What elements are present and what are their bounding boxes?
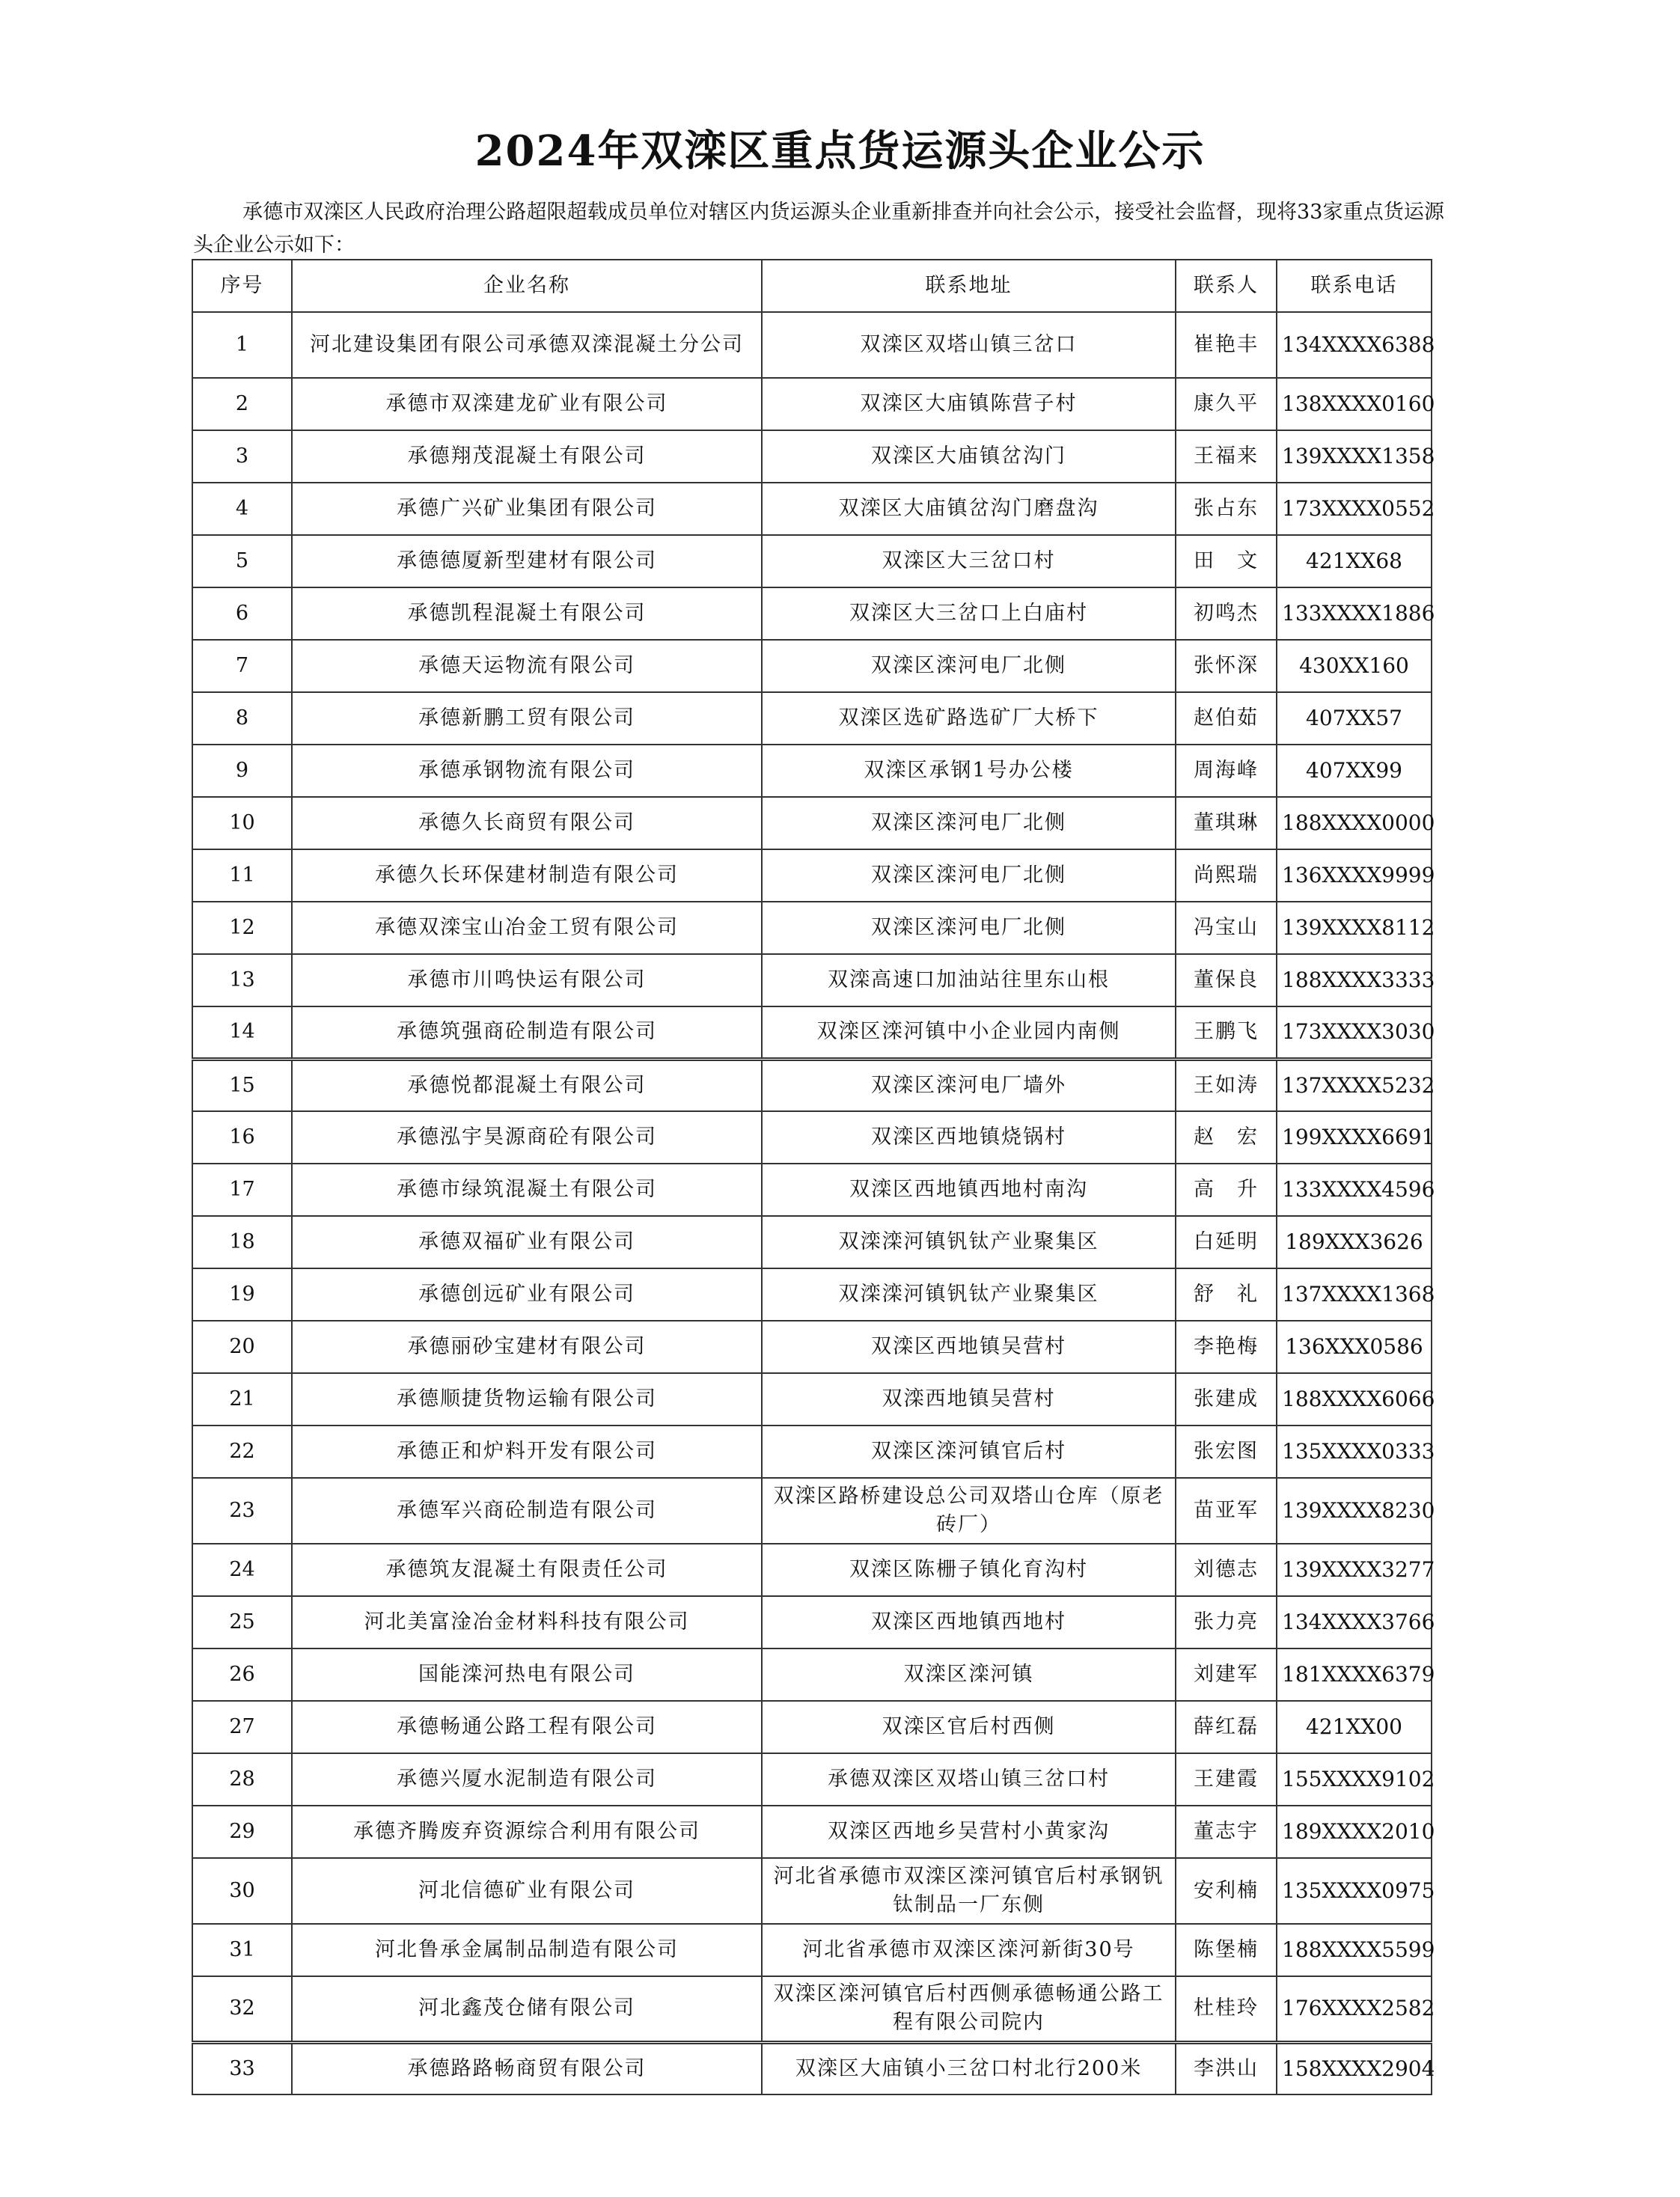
table-row [192, 1701, 1432, 1753]
cell-number: 8 [192, 692, 292, 745]
cell-contact: 田 文 [1176, 535, 1277, 587]
cell-contact: 王建霞 [1176, 1753, 1277, 1806]
intro-paragraph: 承德市双滦区人民政府治理公路超限超载成员单位对辖区内货运源头企业重新排查并向社会公示，接受社会监督，现将33家重点货运源头企业公示如下： [193, 201, 1444, 257]
cell-number: 26 [192, 1648, 292, 1701]
cell-number: 9 [192, 745, 292, 797]
cell-number: 32 [192, 1976, 292, 2042]
table-row [192, 1753, 1432, 1806]
cell-address: 双滦区滦河镇官后村西侧承德畅通公路工程有限公司院内 [762, 1976, 1176, 2042]
cell-phone: 134XXXX6388 [1277, 312, 1432, 378]
cell-company: 承德泓宇昊源商砼有限公司 [292, 1111, 762, 1164]
cell-company: 承德德厦新型建材有限公司 [292, 535, 762, 587]
cell-number: 11 [192, 849, 292, 902]
cell-company: 承德翔茂混凝土有限公司 [292, 430, 762, 483]
cell-company: 承德兴厦水泥制造有限公司 [292, 1753, 762, 1806]
cell-number: 31 [192, 1924, 292, 1976]
cell-contact: 初鸣杰 [1176, 587, 1277, 640]
cell-contact: 董保良 [1176, 954, 1277, 1006]
cell-company: 承德市川鸣快运有限公司 [292, 954, 762, 1006]
cell-number: 18 [192, 1216, 292, 1268]
table-row [192, 1373, 1432, 1426]
cell-address: 双滦滦河镇钒钛产业聚集区 [762, 1268, 1176, 1321]
cell-address: 双滦高速口加油站往里东山根 [762, 954, 1176, 1006]
cell-company: 承德畅通公路工程有限公司 [292, 1701, 762, 1753]
cell-contact: 崔艳丰 [1176, 312, 1277, 378]
table-row [192, 1924, 1432, 1976]
cell-phone: 173XXXX0552 [1277, 483, 1432, 535]
cell-phone: 133XXXX1886 [1277, 587, 1432, 640]
table-row [192, 1268, 1432, 1321]
cell-contact: 王鹏飞 [1176, 1006, 1277, 1059]
header-address: 联系地址 [762, 260, 1176, 312]
cell-contact: 刘建军 [1176, 1648, 1277, 1701]
cell-number: 20 [192, 1321, 292, 1373]
cell-phone: 139XXXX3277 [1277, 1544, 1432, 1596]
cell-address: 双滦西地镇吴营村 [762, 1373, 1176, 1426]
cell-contact: 安利楠 [1176, 1858, 1277, 1924]
cell-number: 4 [192, 483, 292, 535]
header-company: 企业名称 [292, 260, 762, 312]
cell-address: 双滦区滦河电厂北侧 [762, 849, 1176, 902]
cell-company: 承德筑友混凝土有限责任公司 [292, 1544, 762, 1596]
cell-company: 河北信德矿业有限公司 [292, 1858, 762, 1924]
table-header-row [192, 260, 1432, 312]
cell-number: 28 [192, 1753, 292, 1806]
cell-contact: 杜桂玲 [1176, 1976, 1277, 2042]
cell-phone: 134XXXX3766 [1277, 1596, 1432, 1648]
cell-address: 河北省承德市双滦区滦河新街30号 [762, 1924, 1176, 1976]
cell-address: 双滦区滦河电厂北侧 [762, 640, 1176, 692]
cell-phone: 136XXX0586 [1277, 1321, 1432, 1373]
cell-number: 3 [192, 430, 292, 483]
cell-contact: 刘德志 [1176, 1544, 1277, 1596]
cell-company: 承德军兴商砼制造有限公司 [292, 1478, 762, 1544]
cell-contact: 尚熙瑞 [1176, 849, 1277, 902]
cell-company: 河北建设集团有限公司承德双滦混凝土分公司 [292, 312, 762, 378]
cell-contact: 张力亮 [1176, 1596, 1277, 1648]
cell-company: 承德创远矿业有限公司 [292, 1268, 762, 1321]
cell-phone: 421XX00 [1277, 1701, 1432, 1753]
cell-phone: 135XXXX0975 [1277, 1858, 1432, 1924]
cell-address: 双滦区大三岔口村 [762, 535, 1176, 587]
table-row [192, 954, 1432, 1006]
cell-phone: 430XX160 [1277, 640, 1432, 692]
cell-phone: 189XXX3626 [1277, 1216, 1432, 1268]
table-row [192, 1858, 1432, 1924]
cell-company: 承德齐腾废弃资源综合利用有限公司 [292, 1806, 762, 1858]
cell-company: 承德凯程混凝土有限公司 [292, 587, 762, 640]
cell-phone: 155XXXX9102 [1277, 1753, 1432, 1806]
cell-number: 6 [192, 587, 292, 640]
header-no: 序号 [192, 260, 292, 312]
cell-phone: 139XXXX8112 [1277, 902, 1432, 954]
cell-number: 2 [192, 378, 292, 430]
table-row [192, 483, 1432, 535]
cell-address: 双滦区西地镇吴营村 [762, 1321, 1176, 1373]
cell-address: 双滦区滦河镇中小企业园内南侧 [762, 1006, 1176, 1059]
table-row [192, 1806, 1432, 1858]
cell-contact: 李洪山 [1176, 2042, 1277, 2094]
cell-address: 双滦区西地镇烧锅村 [762, 1111, 1176, 1164]
cell-number: 19 [192, 1268, 292, 1321]
cell-address: 双滦区滦河镇 [762, 1648, 1176, 1701]
cell-contact: 赵 宏 [1176, 1111, 1277, 1164]
cell-company: 承德筑强商砼制造有限公司 [292, 1006, 762, 1059]
cell-address: 双滦区滦河电厂北侧 [762, 902, 1176, 954]
cell-phone: 137XXXX1368 [1277, 1268, 1432, 1321]
cell-address: 双滦区大庙镇岔沟门 [762, 430, 1176, 483]
cell-company: 国能滦河热电有限公司 [292, 1648, 762, 1701]
cell-address: 双滦区承钢1号办公楼 [762, 745, 1176, 797]
cell-company: 承德承钢物流有限公司 [292, 745, 762, 797]
cell-number: 5 [192, 535, 292, 587]
cell-phone: 133XXXX4596 [1277, 1164, 1432, 1216]
cell-phone: 158XXXX2904 [1277, 2042, 1432, 2094]
cell-number: 29 [192, 1806, 292, 1858]
cell-address: 双滦区滦河镇官后村 [762, 1426, 1176, 1478]
cell-number: 25 [192, 1596, 292, 1648]
cell-number: 17 [192, 1164, 292, 1216]
cell-address: 承德双滦区双塔山镇三岔口村 [762, 1753, 1176, 1806]
cell-company: 承德新鹏工贸有限公司 [292, 692, 762, 745]
table-row [192, 430, 1432, 483]
cell-phone: 137XXXX5232 [1277, 1059, 1432, 1111]
cell-company: 承德正和炉料开发有限公司 [292, 1426, 762, 1478]
cell-address: 双滦区官后村西侧 [762, 1701, 1176, 1753]
cell-company: 河北美富淦冶金材料科技有限公司 [292, 1596, 762, 1648]
header-phone: 联系电话 [1277, 260, 1432, 312]
cell-number: 1 [192, 312, 292, 378]
table-body [192, 312, 1435, 2094]
cell-phone: 138XXXX0160 [1277, 378, 1432, 430]
cell-address: 双滦区路桥建设总公司双塔山仓库（原老砖厂） [762, 1478, 1176, 1544]
cell-number: 12 [192, 902, 292, 954]
table-row [192, 849, 1432, 902]
cell-contact: 高 升 [1176, 1164, 1277, 1216]
table-row [192, 692, 1432, 745]
cell-contact: 薛红磊 [1176, 1701, 1277, 1753]
cell-phone: 188XXXX3333 [1277, 954, 1432, 1006]
cell-company: 承德久长环保建材制造有限公司 [292, 849, 762, 902]
cell-contact: 赵伯茹 [1176, 692, 1277, 745]
header-contact: 联系人 [1176, 260, 1277, 312]
cell-company: 承德悦都混凝土有限公司 [292, 1059, 762, 1111]
cell-contact: 苗亚军 [1176, 1478, 1277, 1544]
table-row [192, 1111, 1432, 1164]
table-row [192, 902, 1432, 954]
cell-phone: 135XXXX0333 [1277, 1426, 1432, 1478]
table-row [192, 1648, 1432, 1701]
table-row [192, 745, 1432, 797]
table-row [192, 1596, 1432, 1648]
cell-contact: 陈堡楠 [1176, 1924, 1277, 1976]
cell-contact: 张怀深 [1176, 640, 1277, 692]
cell-address: 双滦区西地镇西地村 [762, 1596, 1176, 1648]
cell-contact: 李艳梅 [1176, 1321, 1277, 1373]
cell-company: 承德广兴矿业集团有限公司 [292, 483, 762, 535]
table-row [192, 1059, 1432, 1111]
table-row [192, 1426, 1432, 1478]
cell-phone: 188XXXX5599 [1277, 1924, 1432, 1976]
cell-address: 双滦区选矿路选矿厂大桥下 [762, 692, 1176, 745]
cell-contact: 董琪琳 [1176, 797, 1277, 849]
cell-company: 承德久长商贸有限公司 [292, 797, 762, 849]
cell-phone: 421XX68 [1277, 535, 1432, 587]
table-row [192, 1544, 1432, 1596]
table-row [192, 587, 1432, 640]
cell-phone: 188XXXX0000 [1277, 797, 1432, 849]
cell-phone: 136XXXX9999 [1277, 849, 1432, 902]
cell-phone: 189XXXX2010 [1277, 1806, 1432, 1858]
cell-number: 15 [192, 1059, 292, 1111]
cell-phone: 139XXXX8230 [1277, 1478, 1432, 1544]
table-row [192, 378, 1432, 430]
cell-contact: 白延明 [1176, 1216, 1277, 1268]
cell-address: 双滦区大庙镇小三岔口村北行200米 [762, 2042, 1176, 2094]
cell-address: 双滦区大庙镇陈营子村 [762, 378, 1176, 430]
cell-address: 双滦区滦河电厂墙外 [762, 1059, 1176, 1111]
cell-number: 21 [192, 1373, 292, 1426]
table-row [192, 312, 1432, 378]
cell-contact: 舒 礼 [1176, 1268, 1277, 1321]
cell-company: 承德丽砂宝建材有限公司 [292, 1321, 762, 1373]
cell-phone: 188XXXX6066 [1277, 1373, 1432, 1426]
cell-company: 承德天运物流有限公司 [292, 640, 762, 692]
cell-phone: 139XXXX1358 [1277, 430, 1432, 483]
cell-number: 30 [192, 1858, 292, 1924]
table-row [192, 797, 1432, 849]
cell-contact: 周海峰 [1176, 745, 1277, 797]
table-row [192, 2042, 1432, 2094]
table-row [192, 640, 1432, 692]
table-row [192, 1164, 1432, 1216]
cell-phone: 176XXXX2582 [1277, 1976, 1432, 2042]
cell-phone: 407XX99 [1277, 745, 1432, 797]
table-row [192, 535, 1432, 587]
table-row [192, 1216, 1432, 1268]
cell-number: 13 [192, 954, 292, 1006]
table-row [192, 1321, 1432, 1373]
cell-company: 承德双福矿业有限公司 [292, 1216, 762, 1268]
cell-company: 河北鑫茂仓储有限公司 [292, 1976, 762, 2042]
cell-number: 24 [192, 1544, 292, 1596]
cell-phone: 407XX57 [1277, 692, 1432, 745]
cell-number: 27 [192, 1701, 292, 1753]
cell-company: 承德路路畅商贸有限公司 [292, 2042, 762, 2094]
cell-address: 双滦区西地镇西地村南沟 [762, 1164, 1176, 1216]
cell-address: 双滦区滦河电厂北侧 [762, 797, 1176, 849]
cell-number: 23 [192, 1478, 292, 1544]
cell-company: 承德市绿筑混凝土有限公司 [292, 1164, 762, 1216]
cell-contact: 康久平 [1176, 378, 1277, 430]
cell-company: 承德顺捷货物运输有限公司 [292, 1373, 762, 1426]
cell-contact: 王如涛 [1176, 1059, 1277, 1111]
cell-address: 双滦滦河镇钒钛产业聚集区 [762, 1216, 1176, 1268]
cell-phone: 173XXXX3030 [1277, 1006, 1432, 1059]
cell-phone: 199XXXX6691 [1277, 1111, 1432, 1164]
cell-number: 7 [192, 640, 292, 692]
cell-number: 16 [192, 1111, 292, 1164]
cell-company: 河北鲁承金属制品制造有限公司 [292, 1924, 762, 1976]
cell-contact: 张建成 [1176, 1373, 1277, 1426]
cell-contact: 董志宇 [1176, 1806, 1277, 1858]
table-row [192, 1006, 1432, 1059]
cell-company: 承德双滦宝山冶金工贸有限公司 [292, 902, 762, 954]
cell-address: 双滦区大庙镇岔沟门磨盘沟 [762, 483, 1176, 535]
cell-address: 河北省承德市双滦区滦河镇官后村承钢钒钛制品一厂东侧 [762, 1858, 1176, 1924]
cell-address: 双滦区西地乡吴营村小黄家沟 [762, 1806, 1176, 1858]
cell-contact: 王福来 [1176, 430, 1277, 483]
cell-address: 双滦区双塔山镇三岔口 [762, 312, 1176, 378]
cell-number: 22 [192, 1426, 292, 1478]
cell-number: 33 [192, 2042, 292, 2094]
cell-number: 14 [192, 1006, 292, 1059]
cell-contact: 冯宝山 [1176, 902, 1277, 954]
cell-contact: 张宏图 [1176, 1426, 1277, 1478]
enterprise-table [192, 259, 1435, 2095]
cell-address: 双滦区大三岔口上白庙村 [762, 587, 1176, 640]
cell-company: 承德市双滦建龙矿业有限公司 [292, 378, 762, 430]
page-title: 2024年双滦区重点货运源头企业公示 [474, 126, 1206, 176]
table-row [192, 1976, 1432, 2042]
cell-contact: 张占东 [1176, 483, 1277, 535]
cell-phone: 181XXXX6379 [1277, 1648, 1432, 1701]
table-row [192, 1478, 1432, 1544]
cell-number: 10 [192, 797, 292, 849]
cell-address: 双滦区陈栅子镇化育沟村 [762, 1544, 1176, 1596]
